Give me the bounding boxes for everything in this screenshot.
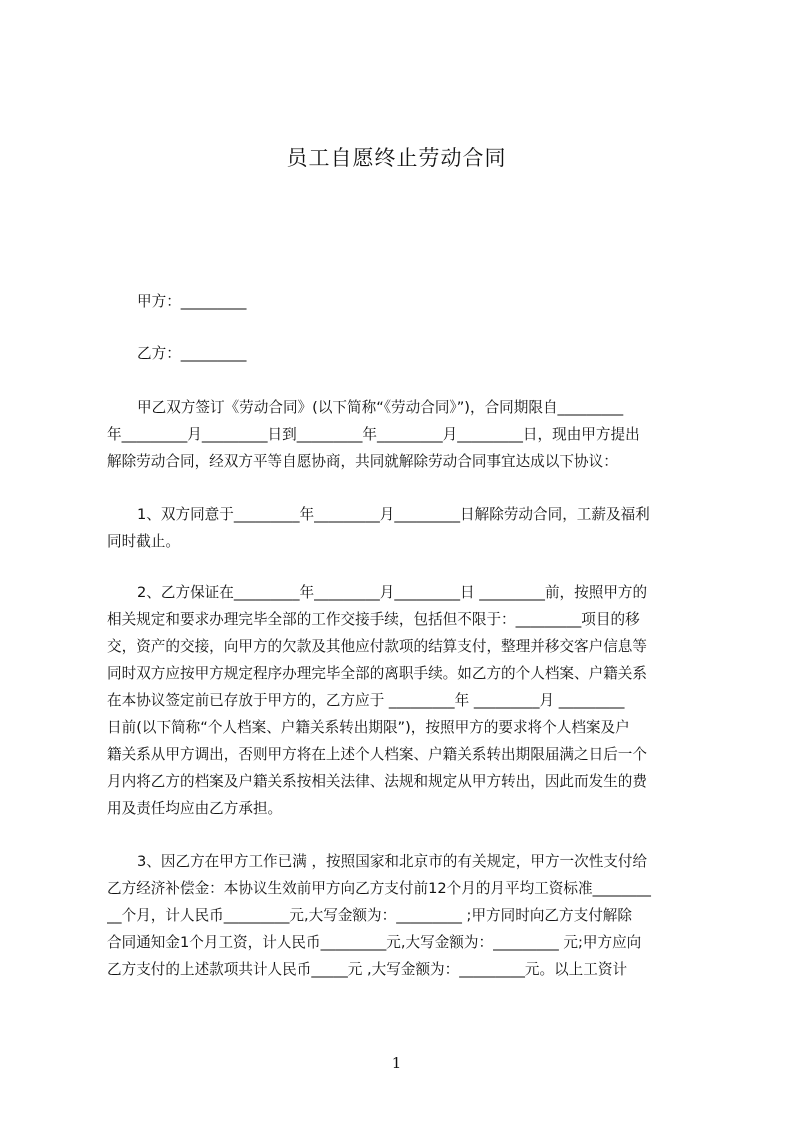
clause-2-line-1: 2、乙方保证在_________年_________月_________日 _________前，按照甲方的 [137, 584, 648, 601]
clause-2-line-3: 交，资产的交接，向甲方的欠款及其他应付款项的结算支付，整理并移交客户信息等 [107, 638, 647, 655]
intro-line-3: 解除劳动合同，经双方平等自愿协商，共同就解除劳动合同事宜达成以下协议： [107, 453, 618, 470]
clause-3-line-2: 乙方经济补偿金：本协议生效前甲方向乙方支付前12个月的月平均工资标准________ [107, 880, 651, 897]
clause-2-line-4: 同时双方应按甲方规定程序办理完毕全部的离职手续。如乙方的个人档案、户籍关系 [107, 665, 647, 682]
document-title: 员工自愿终止劳动合同 [286, 146, 507, 170]
clause-3-line-1: 3、因乙方在甲方工作已满 ，按照国家和北京市的有关规定，甲方一次性支付给 [137, 853, 648, 870]
clause-1-line-2: 同时截止。 [107, 533, 180, 550]
page-number: 1 [391, 1054, 402, 1072]
clause-2-line-9: 用及责任均应由乙方承担。 [107, 800, 283, 817]
clause-3-line-5: 乙方支付的上述款项共计人民币_____元 ,大写金额为：_________元。以上工资计 [107, 961, 628, 978]
clause-2-line-7: 籍关系从甲方调出，否则甲方将在上述个人档案、户籍关系转出期限届满之日后一个 [107, 746, 647, 763]
clause-3-line-4: 合同通知金1个月工资，计人民币_________元,大写金额为：_________ 元;甲方应向 [107, 934, 642, 951]
party-b-line: 乙方：_________ [137, 345, 247, 362]
clause-2-line-6: 日前(以下简称“个人档案、户籍关系转出期限”)，按照甲方的要求将个人档案及户 [107, 719, 630, 736]
clause-2-line-8: 月内将乙方的档案及户籍关系按相关法律、法规和规定从甲方转出，因此而发生的费 [107, 773, 647, 790]
clause-2-line-5: 在本协议签定前已存放于甲方的，乙方应于 _________年 _________月 _________ [107, 692, 625, 709]
party-a-line: 甲方：_________ [137, 293, 247, 310]
intro-line-2: 年_________月_________日到_________年_________月_________日，现由甲方提出 [107, 426, 640, 443]
clause-2-line-2: 相关规定和要求办理完毕全部的工作交接手续，包括但不限于：_________项目的移 [107, 611, 640, 628]
clause-1-line-1: 1、双方同意于_________年_________月_________日解除劳动合同，工薪及福利 [137, 506, 650, 523]
intro-line-1: 甲乙双方签订《劳动合同》(以下简称“《劳动合同》”)，合同期限自_________ [137, 399, 624, 416]
clause-3-line-3: __个月，计人民币_________元,大写金额为：_________ ;甲方同时向乙方支付解除 [107, 907, 632, 924]
